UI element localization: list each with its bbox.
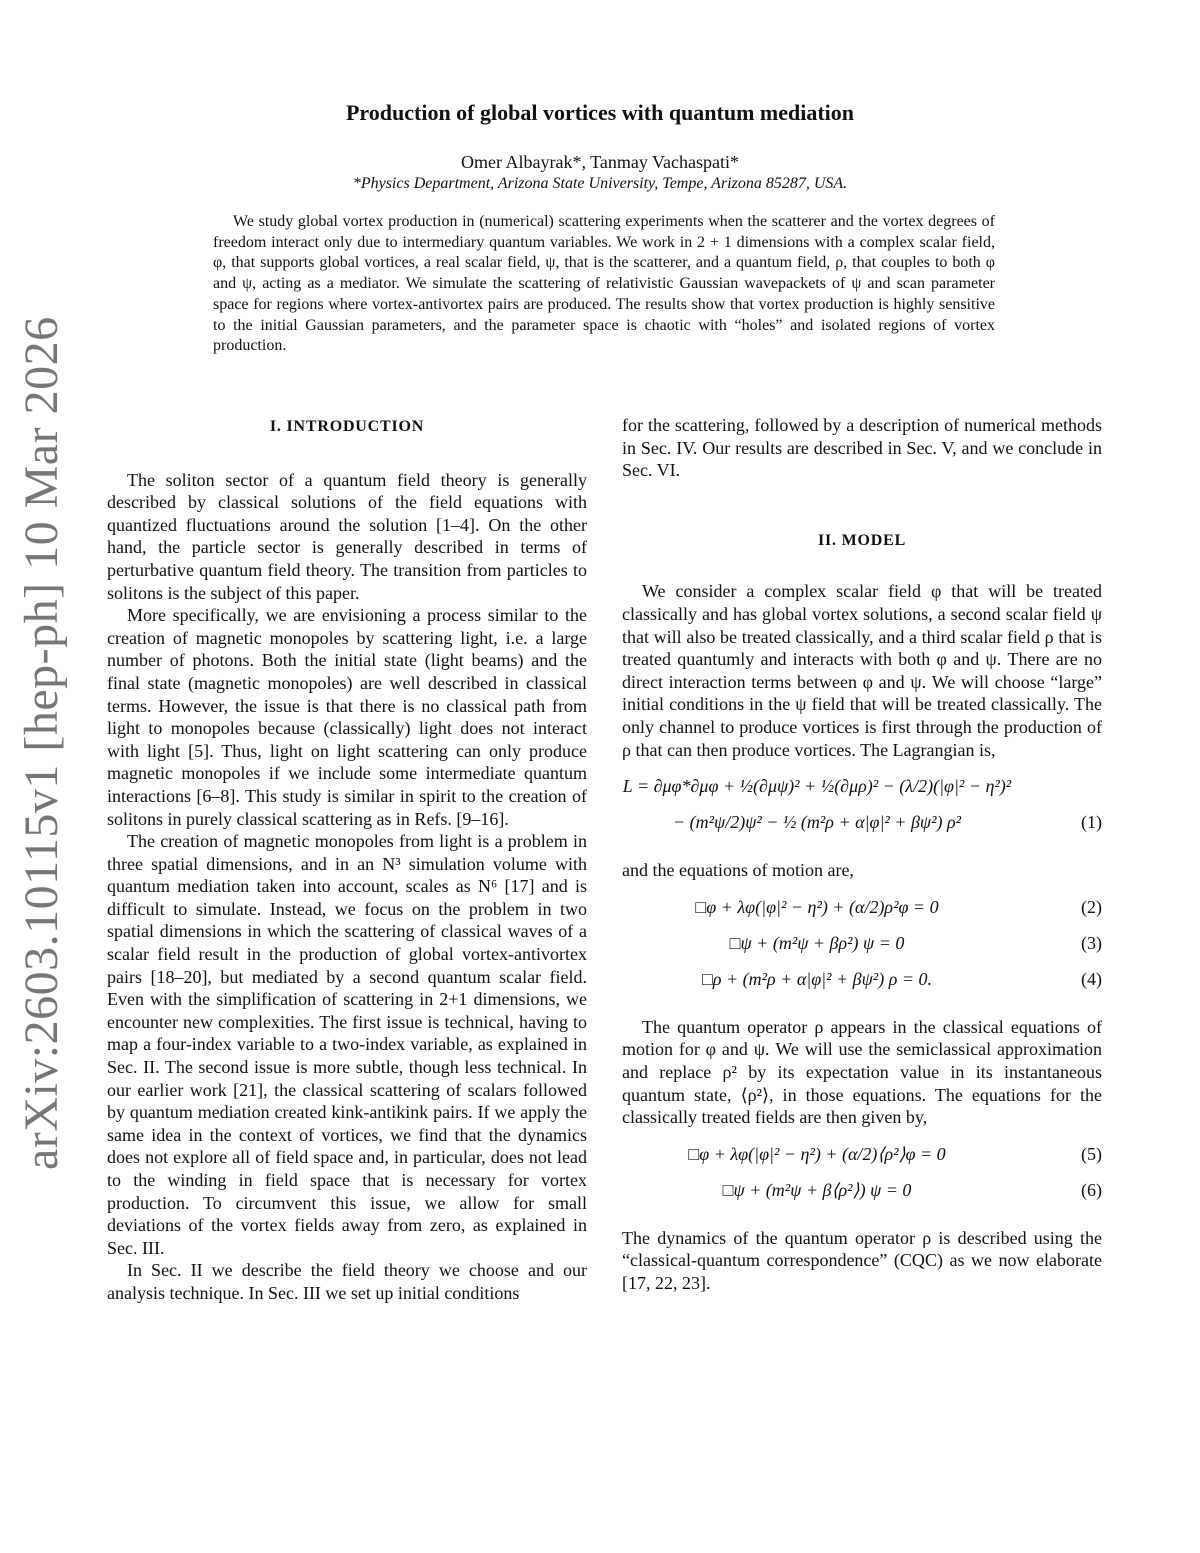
equation-4-number: (4) xyxy=(1081,968,1102,989)
paper-title: Production of global vortices with quantum mediation xyxy=(345,100,855,125)
model-paragraph-3: The quantum operator ρ appears in the classical equations of motion for φ and ψ. We will use the semiclassical approximation and replace ρ² by its expectation value in its instantaneous quantum state, ⟨ρ²⟩, in those equations. The equations for the classically treated fields are then given by, xyxy=(622,1016,1102,1128)
equation-6: □ψ + (m²ψ + β⟨ρ²⟩) ψ = 0 xyxy=(722,1179,912,1200)
intro-paragraph-continued: for the scattering, followed by a description of numerical methods in Sec. IV. Our results are described in Sec. V, and we conclude in Sec. VI. xyxy=(622,415,1102,481)
semiclassical-equations xyxy=(622,1143,1102,1209)
right-column xyxy=(622,414,1102,1294)
equation-5: □φ + λφ(|φ|² − η²) + (α/2)⟨ρ²⟩φ = 0 xyxy=(688,1143,946,1164)
paper-affiliation: *Physics Department, Arizona State University, Tempe, Arizona 85287, USA. xyxy=(352,175,848,192)
equation-4: □ρ + (m²ρ + α|φ|² + βψ²) ρ = 0. xyxy=(701,968,932,989)
equation-2: □φ + λφ(|φ|² − η²) + (α/2)ρ²φ = 0 xyxy=(695,896,939,917)
equation-2-number: (2) xyxy=(1081,896,1102,917)
intro-paragraph-2: More specifically, we are envisioning a process similar to the creation of magnetic monopoles by scattering light, i.e. a large number of photons. Both the initial state (light beams) and the final state (magnetic monopoles) are well described in classical terms. However, the issue is that there is no classical path from light to monopoles because (classically) light does not interact with light [5]. Thus, light on light scattering can only produce magnetic monopoles if we include some intermediate quantum interactions [6–8]. This study is similar in spirit to the creation of solitons in purely classical scattering as in Refs. [9–16]. xyxy=(107,605,587,829)
equation-5-number: (5) xyxy=(1081,1143,1102,1164)
equation-1-number: (1) xyxy=(1081,812,1102,833)
intro-paragraph-3: The creation of magnetic monopoles from light is a problem in three spatial dimensions, and in an N³ simulation volume with quantum mediation taken into account, scales as N⁶ [17] and is difficult to simulate. Instead, we focus on the problem in two spatial dimensions in which the scattering of classical waves of a scalar field result in the production of global vortex-antivortex pairs [18–20], but mediated by a second quantum scalar field. Even with the simplification of scattering in 2+1 dimensions, we encounter new complexities. The first issue is technical, having to map a four-index variable to a two-index variable, as explained in Sec. II. The second issue is more subtle, though less technical. In our earlier work [21], the classical scattering of scalars followed by quantum mediation created kink-antikink pairs. If we apply the same idea in the context of vortices, we find that the dynamics does not explore all of field space and, in particular, does not lead to the winding in field space that is necessary for vortex production. To circumvent this issue, we allow for small deviations of the vortex fields away from zero, as explained in Sec. III. xyxy=(107,831,587,1258)
equation-6-number: (6) xyxy=(1081,1179,1102,1200)
equations-of-motion xyxy=(622,896,1102,998)
section-heading-introduction: I. INTRODUCTION xyxy=(269,418,425,435)
abstract: We study global vortex production in (numerical) scattering experiments when the scatterer and the vortex degrees of freedom interact only due to intermediary quantum variables. We work in 2 + 1 dimensions with a complex scalar field, φ, that supports global vortices, a real scalar field, ψ, that is the scatterer, and a quantum field, ρ, that couples to both φ and ψ, acting as a mediator. We simulate the scattering of relativistic Gaussian wavepackets of ψ and scan parameter space for regions where vortex-antivortex pairs are produced. The results show that vortex production is highly sensitive to the initial Gaussian parameters, and the parameter space is chaotic with “holes” and isolated regions of vortex production. xyxy=(213,213,995,355)
equation-1-line-2: − (m²ψ/2)ψ² − ½ (m²ρ + α|φ|² + βψ²) ρ² xyxy=(672,812,962,833)
equation-3-number: (3) xyxy=(1081,932,1102,953)
model-paragraph-1: We consider a complex scalar field φ that will be treated classically and has global vortex solutions, a second scalar field ψ that will also be treated classically, and a third scalar field ρ that is treated quantumly and interacts with both φ and ψ. There are no direct interaction terms between φ and ψ. We will choose “large” initial conditions in the ψ field that will be treated classically. The only channel to produce vortices is first through the production of ρ that can then produce vortices. The Lagrangian is, xyxy=(622,581,1102,760)
intro-paragraph-4: In Sec. II we describe the field theory we choose and our analysis technique. In Sec. III we set up initial conditions xyxy=(107,1260,587,1303)
model-paragraph-2: and the equations of motion are, xyxy=(622,860,854,881)
equation-1 xyxy=(622,775,1102,841)
left-column xyxy=(107,414,587,1305)
section-heading-model: II. MODEL xyxy=(817,531,907,549)
arxiv-identifier: arXiv:2603.10115v1 [hep-ph] 10 Mar 2026 xyxy=(15,316,68,1170)
equation-3: □ψ + (m²ψ + βρ²) ψ = 0 xyxy=(729,932,905,953)
equation-1-line-1: L = ∂μφ*∂μφ + ½(∂μψ)² + ½(∂μρ)² − (λ/2)(|φ|² − η²)² xyxy=(622,776,1012,797)
intro-paragraph-1: The soliton sector of a quantum field theory is generally described by classical solutions of the field equations with quantized fluctuations around the solution [1–4]. On the other hand, the particle sector is generally described in terms of perturbative quantum field theory. The transition from particles to solitons is the subject of this paper. xyxy=(107,469,587,603)
paper-authors: Omer Albayrak*, Tanmay Vachaspati* xyxy=(461,152,739,172)
model-paragraph-4: The dynamics of the quantum operator ρ is described using the “classical-quantum correspondence” (CQC) as we now elaborate [17, 22, 23]. xyxy=(622,1227,1102,1293)
